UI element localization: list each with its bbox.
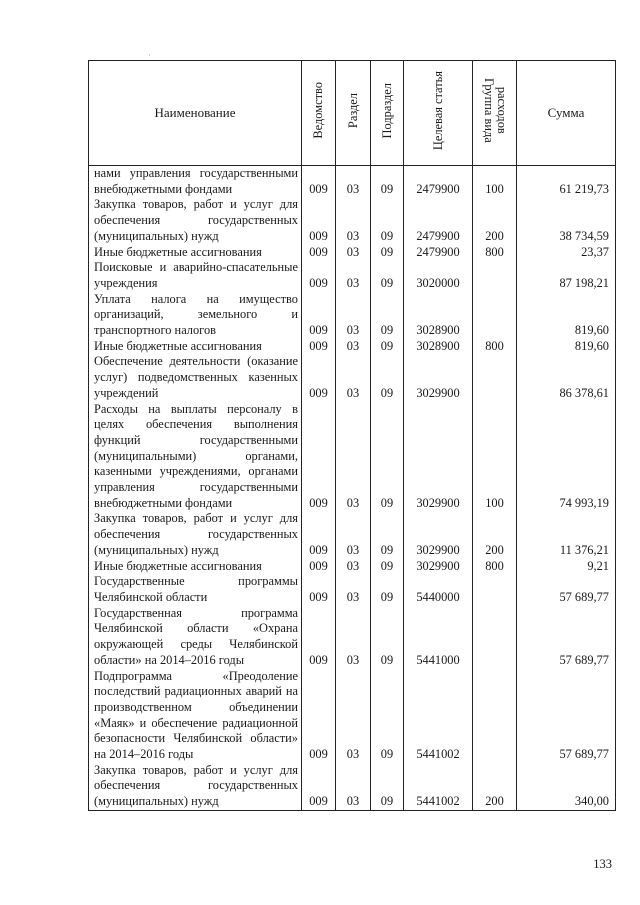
row-summa: 819,60 [517,339,616,355]
row-vedomstvo: 009 [302,197,336,244]
row-name: Государственная программа Челябинской области «Охрана окружающей среды Челябинской области» на 2014–2016 годы [89,606,302,669]
row-name: Иные бюджетные ассигнования [89,245,302,261]
row-summa: 38 734,59 [517,197,616,244]
row-celevaya-statya: 5441002 [404,763,473,811]
row-vedomstvo: 009 [302,511,336,558]
row-name: Обеспечение деятельности (оказание услуг) подведомственных казенных учреждений [89,354,302,401]
row-summa: 9,21 [517,559,616,575]
table-row [89,260,616,291]
row-summa: 23,37 [517,245,616,261]
row-gruppa-vida: 200 [473,197,517,244]
row-name: Закупка товаров, работ и услуг для обеспечения государственных (муниципальных) нужд [89,197,302,244]
header-vedomstvo: Ведомство [302,61,336,166]
row-gruppa-vida: 800 [473,559,517,575]
row-gruppa-vida: 800 [473,245,517,261]
row-vedomstvo: 009 [302,166,336,198]
row-summa: 87 198,21 [517,260,616,291]
row-summa: 57 689,77 [517,669,616,763]
row-podrazdel: 09 [371,402,404,512]
row-gruppa-vida: 100 [473,402,517,512]
row-celevaya-statya: 2479900 [404,197,473,244]
row-summa: 11 376,21 [517,511,616,558]
table-row [89,669,616,763]
row-celevaya-statya: 3029900 [404,402,473,512]
row-podrazdel: 09 [371,354,404,401]
table-header [89,61,616,166]
row-razdel: 03 [336,166,371,198]
row-gruppa-vida [473,260,517,291]
row-gruppa-vida: 200 [473,763,517,811]
row-razdel: 03 [336,574,371,605]
row-razdel: 03 [336,669,371,763]
header-razdel: Раздел [336,61,371,166]
row-gruppa-vida: 100 [473,166,517,198]
row-razdel: 03 [336,245,371,261]
row-vedomstvo: 009 [302,559,336,575]
row-gruppa-vida [473,606,517,669]
table-row [89,763,616,811]
row-razdel: 03 [336,606,371,669]
page-number: 133 [593,857,612,871]
table-row [89,245,616,261]
row-summa: 57 689,77 [517,574,616,605]
table-row [89,606,616,669]
row-gruppa-vida [473,354,517,401]
row-name: Подпрограмма «Преодоление последствий радиационных аварий на производственном объединении «Маяк» и обеспечение радиационной безопасности Челябинской области» на 2014–2016 годы [89,669,302,763]
scan-dot: · [148,50,151,60]
row-podrazdel: 09 [371,606,404,669]
row-vedomstvo: 009 [302,763,336,811]
row-gruppa-vida [473,292,517,339]
row-razdel: 03 [336,292,371,339]
table-row [89,402,616,512]
row-celevaya-statya: 5441002 [404,669,473,763]
row-podrazdel: 09 [371,166,404,198]
row-vedomstvo: 009 [302,606,336,669]
row-razdel: 03 [336,354,371,401]
row-razdel: 03 [336,559,371,575]
row-summa: 819,60 [517,292,616,339]
row-celevaya-statya: 3028900 [404,339,473,355]
table-row [89,354,616,401]
row-podrazdel: 09 [371,197,404,244]
row-celevaya-statya: 2479900 [404,166,473,198]
row-podrazdel: 09 [371,574,404,605]
row-podrazdel: 09 [371,292,404,339]
row-name: Иные бюджетные ассигнования [89,559,302,575]
table-row [89,511,616,558]
row-razdel: 03 [336,402,371,512]
row-name: нами управления государственными внебюджетными фондами [89,166,302,198]
row-gruppa-vida: 800 [473,339,517,355]
row-celevaya-statya: 3028900 [404,292,473,339]
row-summa: 57 689,77 [517,606,616,669]
row-name: Поисковые и аварийно-спасательные учреждения [89,260,302,291]
header-podrazdel: Подраздел [371,61,404,166]
table-row [89,197,616,244]
row-vedomstvo: 009 [302,574,336,605]
row-podrazdel: 09 [371,245,404,261]
row-summa: 61 219,73 [517,166,616,198]
table-row [89,292,616,339]
row-name: Закупка товаров, работ и услуг для обеспечения государственных (муниципальных) нужд [89,511,302,558]
row-vedomstvo: 009 [302,669,336,763]
row-summa: 340,00 [517,763,616,811]
budget-table [88,60,616,811]
table-body [89,166,616,811]
header-name: Наименование [89,61,302,166]
row-podrazdel: 09 [371,669,404,763]
row-vedomstvo: 009 [302,339,336,355]
row-summa: 74 993,19 [517,402,616,512]
table-row [89,574,616,605]
row-vedomstvo: 009 [302,292,336,339]
row-razdel: 03 [336,339,371,355]
row-name: Расходы на выплаты персоналу в целях обеспечения выполнения функций государственными (муниципальными) органами, казенными учреждениями, органами управления государственными внебюджетными фондами [89,402,302,512]
row-celevaya-statya: 2479900 [404,245,473,261]
row-vedomstvo: 009 [302,402,336,512]
row-razdel: 03 [336,511,371,558]
row-name: Закупка товаров, работ и услуг для обеспечения государственных (муниципальных) нужд [89,763,302,811]
row-gruppa-vida [473,574,517,605]
header-celevaya-statya: Целевая статья [404,61,473,166]
row-vedomstvo: 009 [302,260,336,291]
row-razdel: 03 [336,763,371,811]
table-row [89,166,616,198]
row-vedomstvo: 009 [302,354,336,401]
row-name: Уплата налога на имущество организаций, земельного и транспортного налогов [89,292,302,339]
row-podrazdel: 09 [371,260,404,291]
row-vedomstvo: 009 [302,245,336,261]
row-podrazdel: 09 [371,511,404,558]
header-summa: Сумма [517,61,616,166]
row-podrazdel: 09 [371,339,404,355]
row-name: Иные бюджетные ассигнования [89,339,302,355]
row-podrazdel: 09 [371,763,404,811]
row-summa: 86 378,61 [517,354,616,401]
row-gruppa-vida [473,669,517,763]
row-razdel: 03 [336,260,371,291]
row-celevaya-statya: 5441000 [404,606,473,669]
row-celevaya-statya: 3029900 [404,511,473,558]
row-celevaya-statya: 3020000 [404,260,473,291]
header-gruppa-vida-raskhodov: Группа вида расходов [473,61,517,166]
row-gruppa-vida: 200 [473,511,517,558]
row-celevaya-statya: 5440000 [404,574,473,605]
table-row [89,339,616,355]
row-name: Государственные программы Челябинской области [89,574,302,605]
row-celevaya-statya: 3029900 [404,354,473,401]
row-celevaya-statya: 3029900 [404,559,473,575]
row-razdel: 03 [336,197,371,244]
table-row [89,559,616,575]
row-podrazdel: 09 [371,559,404,575]
